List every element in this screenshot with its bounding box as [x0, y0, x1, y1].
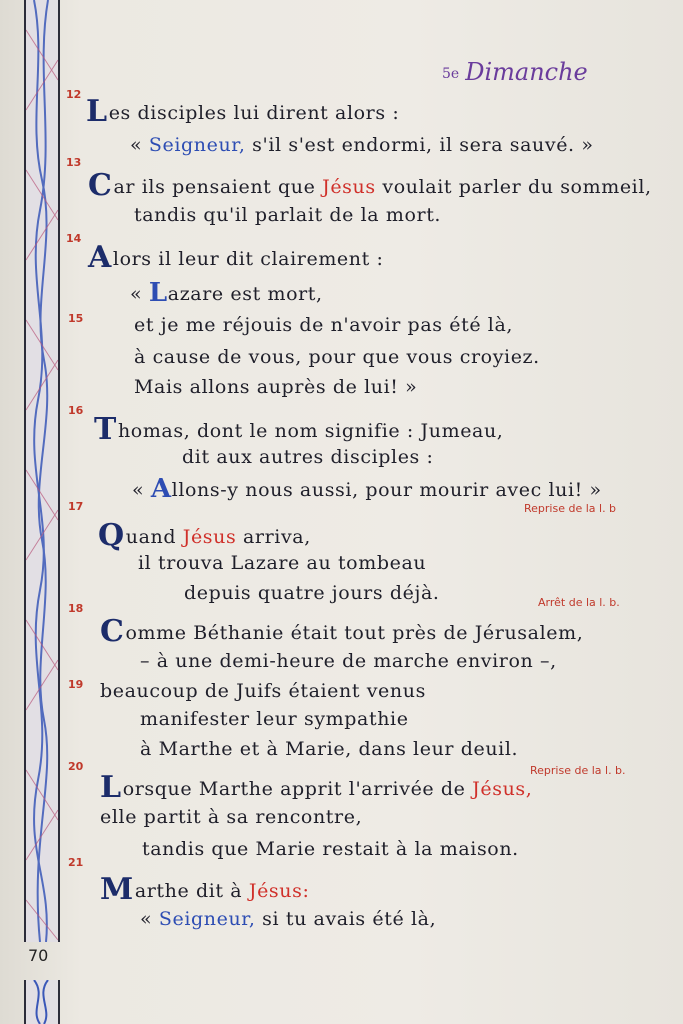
margin-note: Arrêt de la l. b.: [538, 596, 620, 609]
text-line: Les disciples lui dirent alors :: [86, 94, 400, 129]
verse-number: 20: [68, 760, 84, 773]
text-line: Mais allons auprès de lui! »: [134, 376, 418, 398]
verse-number: 12: [66, 88, 82, 101]
text-line: tandis que Marie restait à la maison.: [142, 838, 519, 860]
text-line: beaucoup de Juifs étaient venus: [100, 680, 426, 702]
text-line: Alors il leur dit clairement :: [88, 240, 384, 275]
text-line: « Allons-y nous aussi, pour mourir avec lui! »: [132, 474, 602, 504]
text-line: Lorsque Marthe apprit l'arrivée de Jésus,: [100, 770, 533, 805]
text-line: Quand Jésus arriva,: [98, 518, 311, 553]
verse-number: 13: [66, 156, 82, 169]
border-ornament-icon: [26, 980, 58, 1024]
text-line: elle partit à sa rencontre,: [100, 806, 363, 828]
verse-number: 16: [68, 404, 84, 417]
verse-number: 21: [68, 856, 84, 869]
text-line: depuis quatre jours déjà.: [184, 582, 440, 604]
text-line: « Seigneur, si tu avais été là,: [140, 908, 437, 930]
decorative-border: [24, 0, 60, 942]
text-line: Thomas, dont le nom signifie : Jumeau,: [94, 412, 504, 447]
border-ornament-icon: [26, 0, 58, 942]
text-line: manifester leur sympathie: [140, 708, 409, 730]
text-line: Marthe dit à Jésus:: [100, 872, 310, 907]
page-heading: [442, 58, 588, 86]
margin-note: Reprise de la l. b.: [530, 764, 626, 777]
verse-number: 19: [68, 678, 84, 691]
page-number: 70: [28, 946, 49, 965]
text-line: dit aux autres disciples :: [182, 446, 434, 468]
decorative-border-bottom: [24, 980, 60, 1024]
text-line: tandis qu'il parlait de la mort.: [134, 204, 442, 226]
text-line: à Marthe et à Marie, dans leur deuil.: [140, 738, 519, 760]
verse-number: 18: [68, 602, 84, 615]
text-line: Comme Béthanie était tout près de Jérusalem,: [100, 614, 584, 649]
text-line: – à une demi-heure de marche environ –,: [140, 650, 557, 672]
verse-number: 15: [68, 312, 84, 325]
text-line: et je me réjouis de n'avoir pas été là,: [134, 314, 514, 336]
margin-note: Reprise de la l. b: [524, 502, 617, 515]
text-line: « Lazare est mort,: [130, 278, 323, 308]
text-line: il trouva Lazare au tombeau: [138, 552, 427, 574]
text-line: Car ils pensaient que Jésus voulait parler du sommeil,: [88, 168, 652, 203]
verse-number: 17: [68, 500, 84, 513]
sunday-number: 5e: [442, 66, 460, 82]
text-line: à cause de vous, pour que vous croyiez.: [134, 346, 540, 368]
verse-number: 14: [66, 232, 82, 245]
sunday-title: Dimanche: [465, 58, 588, 86]
text-line: « Seigneur, s'il s'est endormi, il sera sauvé. »: [130, 134, 594, 156]
